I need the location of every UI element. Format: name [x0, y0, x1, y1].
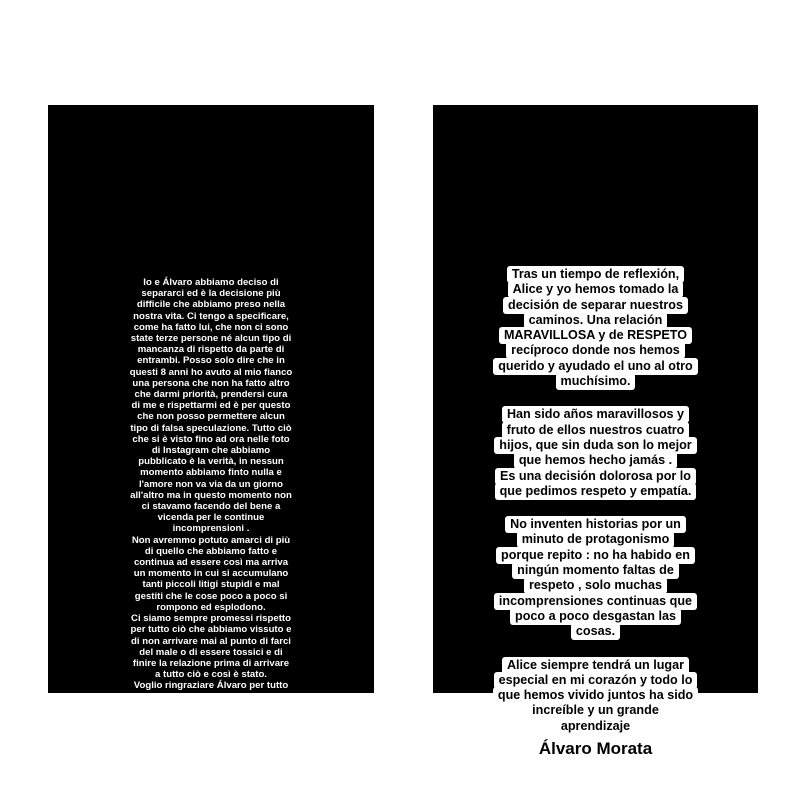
left-story-line: del male o di essere tossici e di	[139, 646, 283, 658]
right-story-line: Es una decisión dolorosa por lo	[495, 468, 696, 485]
right-story-line: Alice siempre tendrá un lugar	[502, 657, 689, 674]
left-story-line: continua ad essere così ma arriva	[133, 557, 289, 569]
left-story-line: quello che ha fatto per me, per	[141, 691, 281, 703]
left-story-line: Ci siamo sempre promessi rispetto	[131, 613, 291, 625]
left-story-line: all'altro ma in questo momento non	[130, 489, 292, 501]
left-story-line: mancanza di rispetto da parte di	[137, 344, 285, 356]
left-story-line: difficile che abbiamo preso nella	[136, 299, 286, 311]
left-story-line: di non arrivare mai al punto di farci	[131, 635, 291, 647]
left-story-line: che non posso permettere alcun	[137, 411, 285, 423]
right-story-line: poco a poco desgastan las	[510, 608, 681, 625]
right-story-line: MARAVILLOSA y de RESPETO	[499, 327, 692, 344]
left-story-line: gestiti che le cose poco a poco si	[134, 590, 288, 602]
right-story-line: que hemos vivido juntos ha sido	[493, 687, 698, 704]
left-story-line: un momento in cui si accumulano	[133, 568, 289, 580]
left-story-line: di me e rispettarmi ed è per questo	[131, 400, 291, 412]
right-story-line: hijos, que sin duda son lo mejor	[494, 437, 696, 454]
left-story-line: come si è preso cura di me, per il	[135, 702, 287, 714]
left-story-line: di quello che abbiamo fatto e	[144, 545, 278, 557]
left-story-line: separarci ed è la decisione più	[141, 288, 281, 300]
left-story-line: Non avremmo potuto amarci di più	[131, 534, 291, 546]
right-story-line: No inventen historias por un	[505, 516, 686, 533]
right-story-line: fruto de ellos nuestros cuatro	[502, 422, 690, 439]
right-story-line: increíble y un grande	[527, 702, 664, 719]
left-story-line: momento abbiamo finto nulla e	[140, 467, 282, 479]
right-story-blocks	[433, 265, 758, 732]
left-story-line: Io e Álvaro abbiamo deciso di	[143, 277, 279, 288]
right-story-line: Han sido años maravillosos y	[502, 406, 689, 423]
right-story-line: que hemos hecho jamás .	[514, 452, 677, 469]
right-story-line: muchísimo.	[556, 373, 636, 390]
right-story-line: minuto de protagonismo	[517, 531, 675, 548]
left-story-line: finire la relazione prima di arrivare	[132, 657, 290, 669]
left-story-line: vicenda per le continue	[157, 512, 265, 524]
right-story-line: Tras un tiempo de reflexión,	[507, 266, 684, 283]
right-story-line: respeto , solo muchas	[524, 577, 667, 594]
left-story-text	[48, 277, 374, 736]
left-story-line: tipo di falsa speculazione. Tutto ciò	[130, 422, 292, 434]
right-story-line: recíproco donde nos hemos	[506, 342, 685, 359]
left-story-line: una persona che non ha fatto altro	[132, 377, 290, 389]
right-story-text	[433, 265, 758, 762]
right-story-line: incomprensiones continuas que	[494, 593, 697, 610]
left-story-line: Voglio ringraziare Álvaro per tutto	[133, 680, 289, 692]
right-story-line: porque repito : no ha habido en	[496, 547, 695, 564]
right-story-line: cosas.	[571, 623, 620, 640]
left-story-line: tanti piccoli litigi stupidi e mal	[142, 579, 280, 591]
left-story-line: come ha fatto lui, che non ci sono	[133, 321, 289, 333]
right-story-paragraph	[433, 656, 758, 732]
left-story-line: entrambi. Posso solo dire che in	[137, 355, 285, 367]
left-story-line: rompono ed esplodono.	[156, 601, 266, 613]
right-story-line: querido y ayudado el uno al otro	[493, 358, 698, 375]
left-story-line: nostra vita. Ci tengo a specificare,	[133, 310, 289, 322]
right-story-line: especial en mi corazón y todo lo	[494, 672, 698, 689]
right-story-line: Alice y yo hemos tomado la	[508, 281, 684, 298]
left-story-line: a tutto ciò e così è stato.	[155, 669, 267, 681]
left-story-line: augurargli il meglio SEMPRE.	[143, 725, 279, 737]
story-right-panel	[433, 105, 758, 759]
right-story-line: que pedimos respeto y empatía.	[495, 483, 697, 500]
left-story-line: che si è visto fino ad ora nelle foto	[132, 433, 290, 445]
left-story-line: per tutto ciò che abbiamo vissuto e	[130, 624, 292, 636]
signature: Álvaro Morata	[531, 736, 660, 762]
left-story-line: pubblicato è la verità, in nessun	[138, 456, 284, 468]
right-story-line: caminos. Una relación	[524, 312, 668, 329]
right-story-line: decisión de separar nuestros	[503, 297, 688, 314]
left-story-line: l'amore non va via da un giorno	[138, 478, 284, 490]
right-story-line: aprendizaje	[556, 718, 635, 735]
right-story-line: ningún momento faltas de	[512, 562, 679, 579]
right-story-paragraph	[433, 265, 758, 387]
left-story-line: questi 8 anni ho avuto al mio fianco	[129, 366, 293, 378]
right-story-paragraph	[433, 405, 758, 497]
left-story-line: ci stavamo facendo del bene a	[141, 501, 281, 513]
right-story-paragraph	[433, 515, 758, 637]
left-story-line: state terze persone né alcun tipo di	[130, 333, 292, 345]
left-story-line: che darmi priorità, prendersi cura	[134, 389, 288, 401]
left-story-line: incomprensioni .	[172, 523, 250, 535]
story-left-panel	[48, 105, 374, 737]
left-story-line: padre e il marito che è stato e	[143, 713, 279, 725]
left-story-line: di Instagram che abbiamo	[151, 445, 271, 457]
